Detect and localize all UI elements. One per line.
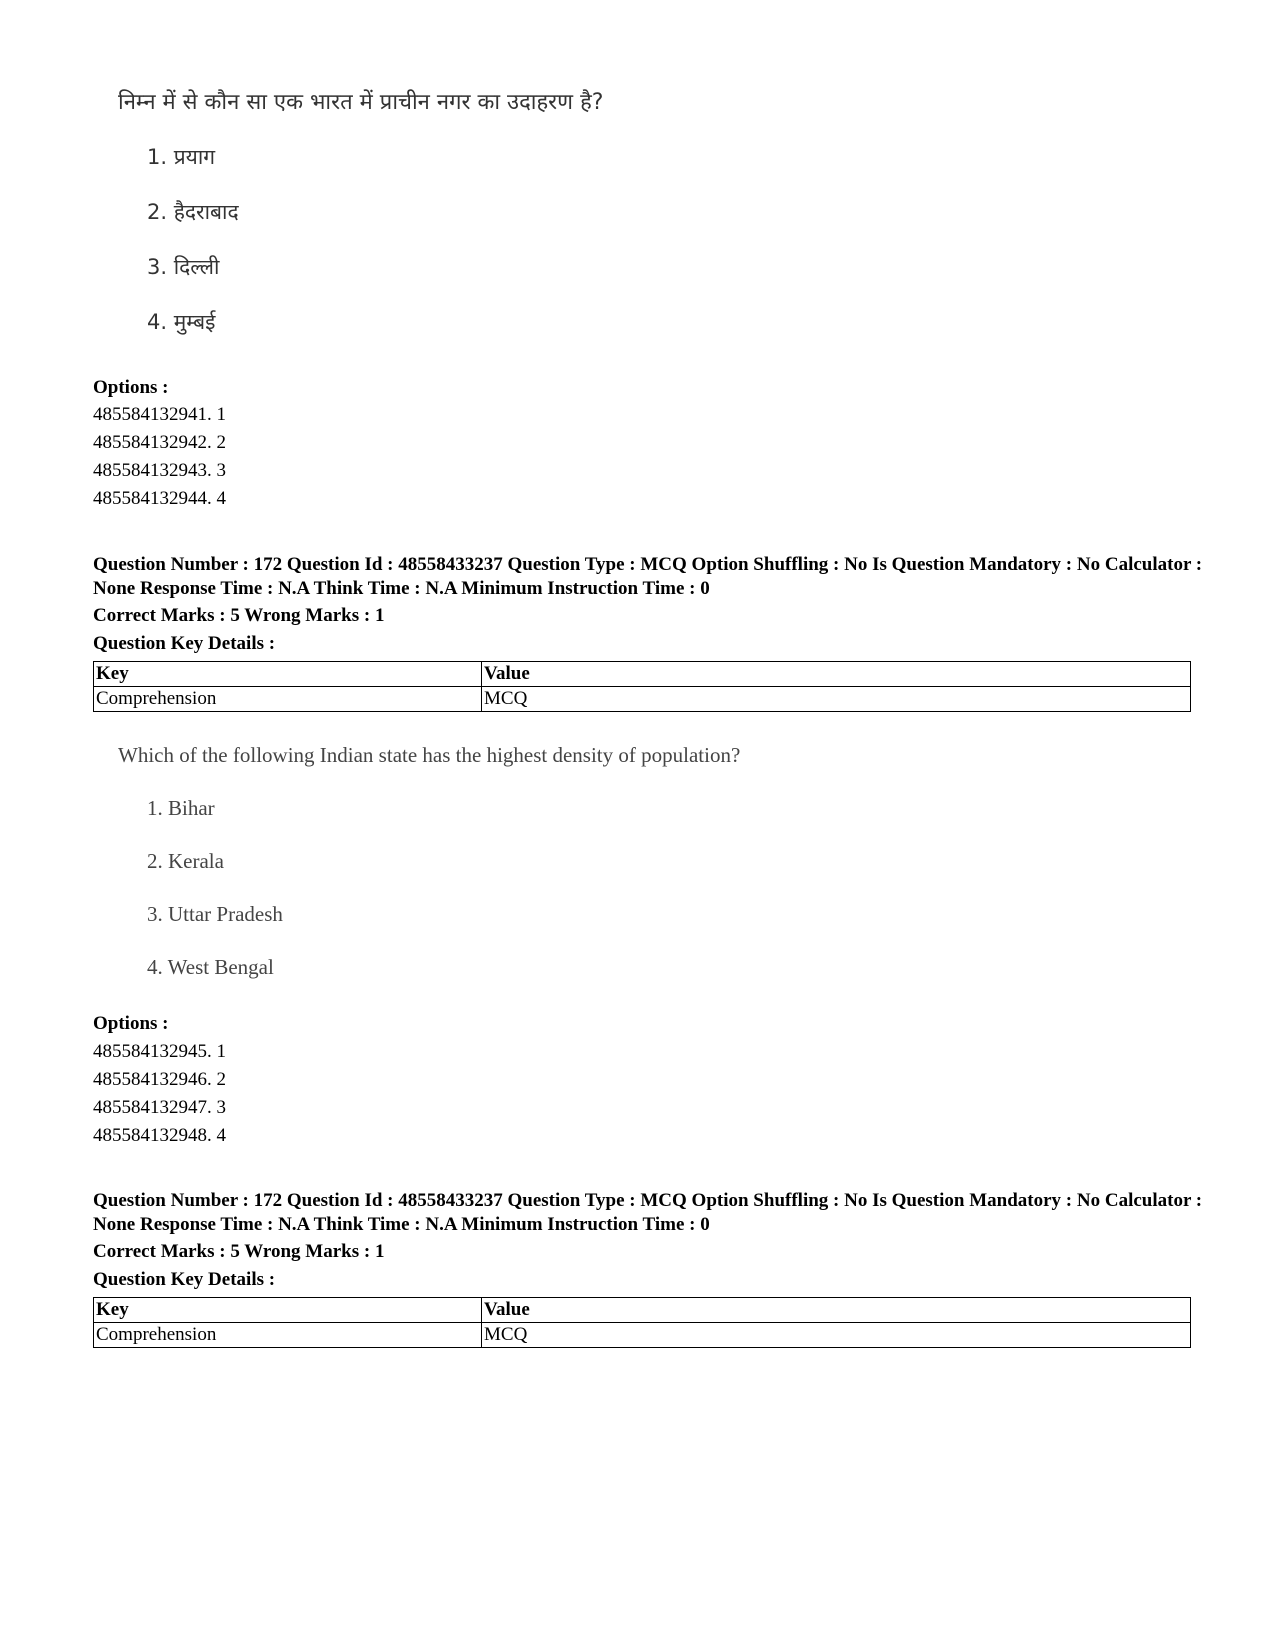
option-line: 485584132947. 3 (93, 1097, 226, 1118)
table-header-value: Value (482, 1298, 1191, 1323)
choice-4: 4. West Bengal (147, 955, 274, 979)
question-meta: Question Number : 172 Question Id : 48558433237 Question Type : MCQ Option Shuffling : No Is Question Mandatory : No Calculator : None Response Time : N.A Think Time : N.A Minimum Instruction Time : 0 (93, 1190, 1203, 1235)
choice-3: 3. Uttar Pradesh (147, 902, 283, 926)
options-label: Options : (93, 377, 169, 398)
table-cell-value: MCQ (482, 687, 1191, 712)
key-details-label: Question Key Details : (93, 1269, 276, 1290)
table-header-row (94, 662, 1191, 687)
option-line: 485584132946. 2 (93, 1069, 226, 1090)
options-label: Options : (93, 1013, 169, 1034)
table-row (94, 687, 1191, 712)
choice-2: 2. हैदराबाद (147, 200, 239, 224)
choice-1: 1. प्रयाग (147, 145, 216, 169)
table-row (94, 1323, 1191, 1348)
option-line: 485584132948. 4 (93, 1125, 226, 1146)
choice-3: 3. दिल्ली (147, 255, 220, 279)
marks-line: Correct Marks : 5 Wrong Marks : 1 (93, 1241, 385, 1262)
table-header-value: Value (482, 662, 1191, 687)
question-meta: Question Number : 172 Question Id : 48558433237 Question Type : MCQ Option Shuffling : No Is Question Mandatory : No Calculator : None Response Time : N.A Think Time : N.A Minimum Instruction Time : 0 (93, 554, 1203, 599)
table-cell-key: Comprehension (94, 687, 482, 712)
table-cell-key: Comprehension (94, 1323, 482, 1348)
table-header-key: Key (94, 662, 482, 687)
key-details-label: Question Key Details : (93, 633, 276, 654)
choice-1: 1. Bihar (147, 796, 215, 820)
marks-line: Correct Marks : 5 Wrong Marks : 1 (93, 605, 385, 626)
question-text-hindi: निम्न में से कौन सा एक भारत में प्राचीन नगर का उदाहरण है? (118, 90, 604, 115)
table-header-row (94, 1298, 1191, 1323)
choice-2: 2. Kerala (147, 849, 224, 873)
key-details-table (93, 1297, 1191, 1348)
option-line: 485584132941. 1 (93, 404, 226, 425)
option-line: 485584132943. 3 (93, 460, 226, 481)
key-details-table (93, 661, 1191, 712)
option-line: 485584132942. 2 (93, 432, 226, 453)
option-line: 485584132945. 1 (93, 1041, 226, 1062)
option-line: 485584132944. 4 (93, 488, 226, 509)
table-header-key: Key (94, 1298, 482, 1323)
table-cell-value: MCQ (482, 1323, 1191, 1348)
question-text-english: Which of the following Indian state has the highest density of population? (118, 743, 741, 767)
choice-4: 4. मुम्बई (147, 310, 216, 334)
